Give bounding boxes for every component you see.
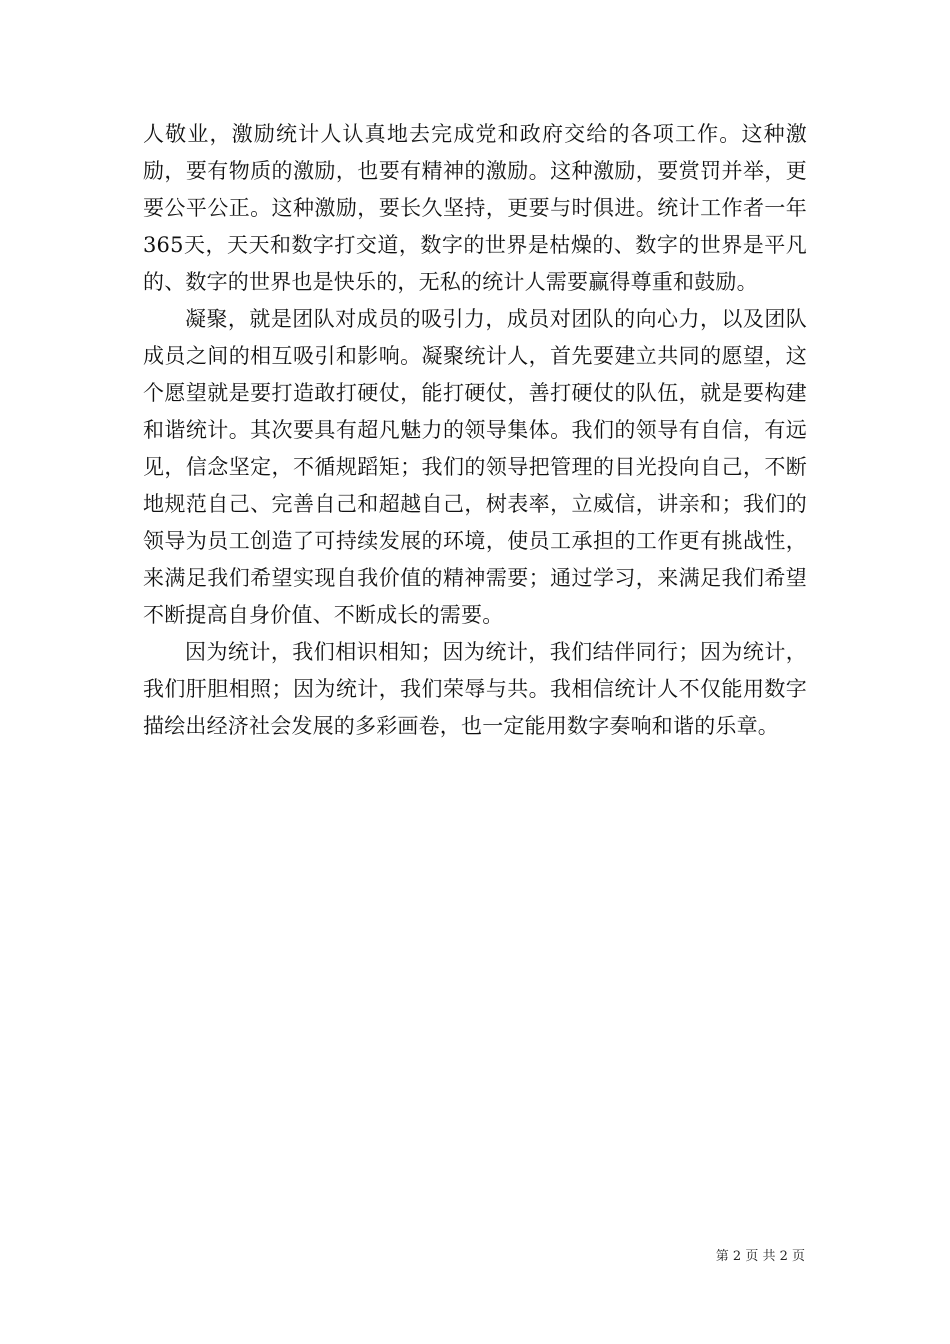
paragraph-conclusion: 因为统计，我们相识相知；因为统计，我们结伴同行；因为统计，我们肝胆相照；因为统计，我们荣辱与共。我相信统计人不仅能用数字描绘出经济社会发展的多彩画卷，也一定能用数字奏响和谐的乐章。 [143,640,807,738]
paragraph-continued: 人敬业，激励统计人认真地去完成党和政府交给的各项工作。这种激励，要有物质的激励，也要有精神的激励。这种激励，要赏罚并举，更要公平公正。这种激励，要长久坚持，更要与时俱进。统计工作者一年365天，天天和数字打交道，数字的世界是枯燥的、数字的世界是平凡的、数字的世界也是快乐的，无私的统计人需要赢得尊重和鼓励。 [143,122,807,294]
page-number-footer: 第 2 页 共 2 页 [715,1249,805,1264]
paragraph-cohesion: 凝聚，就是团队对成员的吸引力，成员对团队的向心力，以及团队成员之间的相互吸引和影响。凝聚统计人，首先要建立共同的愿望，这个愿望就是要打造敢打硬仗，能打硬仗，善打硬仗的队伍，就是要构建和谐统计。其次要具有超凡魅力的领导集体。我们的领导有自信，有远见，信念坚定，不循规蹈矩；我们的领导把管理的目光投向自己，不断地规范自己、完善自己和超越自己，树表率，立威信，讲亲和；我们的领导为员工创造了可持续发展的环境，使员工承担的工作更有挑战性，来满足我们希望实现自我价值的精神需要；通过学习，来满足我们希望不断提高自身价值、不断成长的需要。 [143,307,807,627]
document-body [143,116,807,745]
